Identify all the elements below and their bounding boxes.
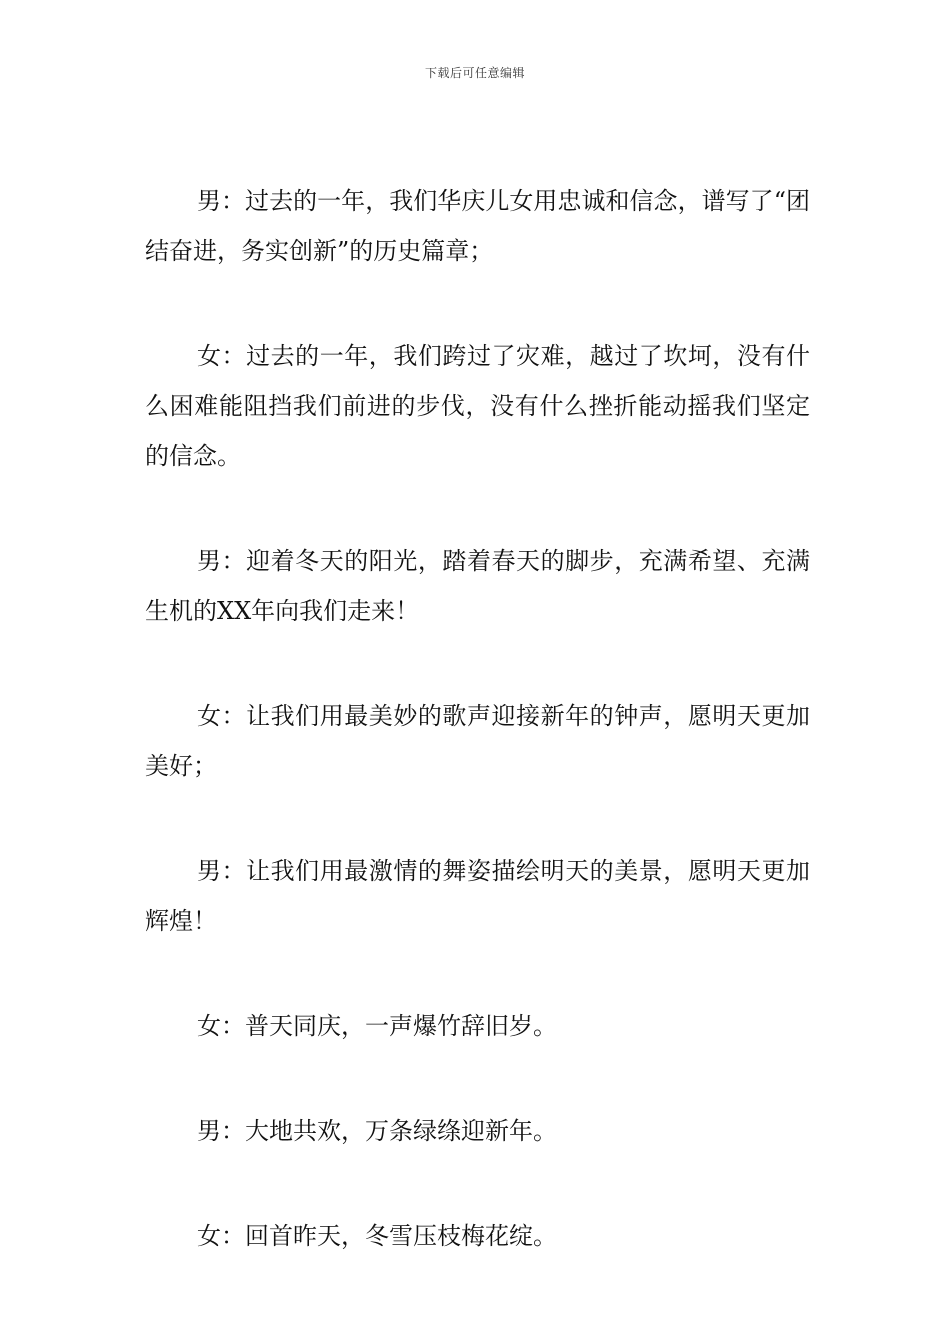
paragraph-3: 男：迎着冬天的阳光，踏着春天的脚步，充满希望、充满生机的XX年向我们走来！: [145, 547, 810, 625]
paragraph-4: 女：让我们用最美妙的歌声迎接新年的钟声，愿明天更加美好；: [145, 702, 810, 780]
paragraph-8: 女：回首昨天，冬雪压枝梅花绽。: [197, 1222, 557, 1250]
paragraph-6: 女：普天同庆，一声爆竹辞旧岁。: [197, 1012, 557, 1040]
document-body: [145, 176, 810, 1316]
paragraph-2: 女：过去的一年，我们跨过了灾难，越过了坎坷，没有什么困难能阻挡我们前进的步伐，没有什么挫折能动摇我们坚定的信念。: [145, 342, 810, 470]
page-header: 下载后可任意编辑: [424, 66, 525, 80]
paragraph-5: 男：让我们用最激情的舞姿描绘明天的美景，愿明天更加辉煌！: [145, 857, 810, 935]
paragraph-1: 男：过去的一年，我们华庆儿女用忠诚和信念，谱写了“团结奋进，务实创新”的历史篇章；: [145, 187, 810, 265]
paragraph-7: 男：大地共欢，万条绿绦迎新年。: [197, 1117, 557, 1145]
